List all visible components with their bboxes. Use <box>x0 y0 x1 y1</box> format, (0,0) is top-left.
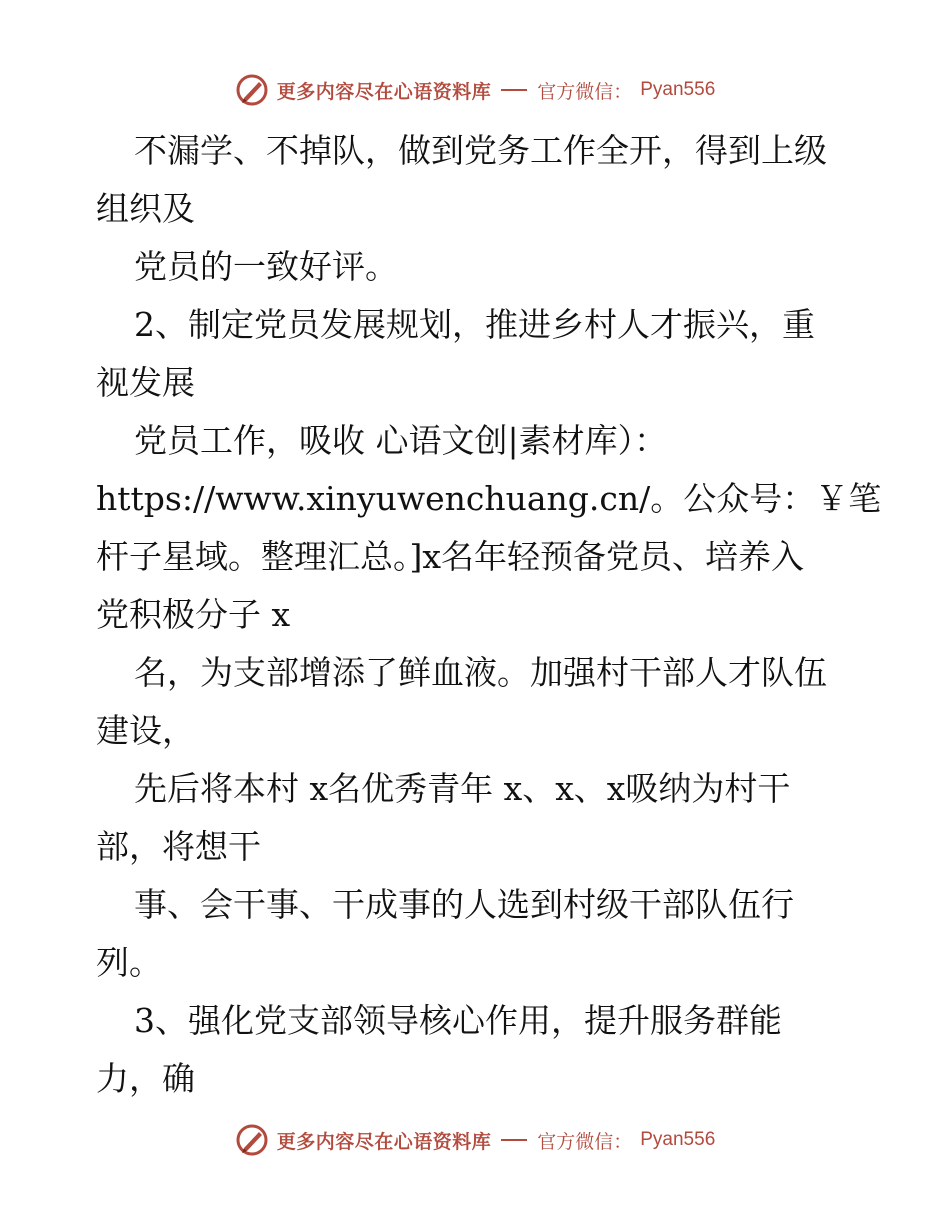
header-banner <box>0 68 950 112</box>
banner-main-text: 更多内容尽在心语资料库 <box>276 1130 492 1153</box>
body-line: 力，确 <box>96 1059 195 1098</box>
body-line: 列。 <box>96 943 162 982</box>
body-line: 建设， <box>96 711 195 750</box>
banner-sub-text: 官方微信： <box>537 1130 633 1153</box>
body-line: 杆子星域。整理汇总。]x名年轻预备党员、培养入 <box>96 537 804 576</box>
body-line: 2、制定党员发展规划，推进乡村人才振兴，重 <box>134 305 815 344</box>
banner-main-text: 更多内容尽在心语资料库 <box>276 80 492 103</box>
body-line: 名，为支部增添了鲜血液。加强村干部人才队伍 <box>134 653 827 692</box>
body-line: 不漏学、不掉队，做到党务工作全开，得到上级 <box>134 131 827 170</box>
banner-handle: Pyan556 <box>640 79 716 100</box>
pen-logo-icon <box>235 73 269 107</box>
banner-sub-text: 官方微信： <box>537 80 633 103</box>
banner-separator <box>501 1139 527 1141</box>
body-line: 组织及 <box>96 189 195 228</box>
body-line: 先后将本村 x名优秀青年 x、x、x吸纳为村干 <box>134 769 791 808</box>
body-line: 事、会干事、干成事的人选到村级干部队伍行 <box>134 885 794 924</box>
footer-banner <box>0 1118 950 1162</box>
body-line: 视发展 <box>96 363 195 402</box>
banner-handle: Pyan556 <box>640 1129 716 1150</box>
pen-logo-icon <box>235 1123 269 1157</box>
body-line: 3、强化党支部领导核心作用，提升服务群能 <box>134 1001 782 1040</box>
document-body <box>96 122 882 1108</box>
body-line: 党员的一致好评。 <box>134 247 398 286</box>
body-line: 部，将想干 <box>96 827 261 866</box>
body-line: https://www.xinyuwenchuang.cn/。公众号：￥笔 <box>96 479 882 518</box>
body-line: 党积极分子 x <box>96 595 291 634</box>
banner-separator <box>501 89 527 91</box>
body-line: 党员工作，吸收 心语文创|素材库）： <box>134 421 668 460</box>
